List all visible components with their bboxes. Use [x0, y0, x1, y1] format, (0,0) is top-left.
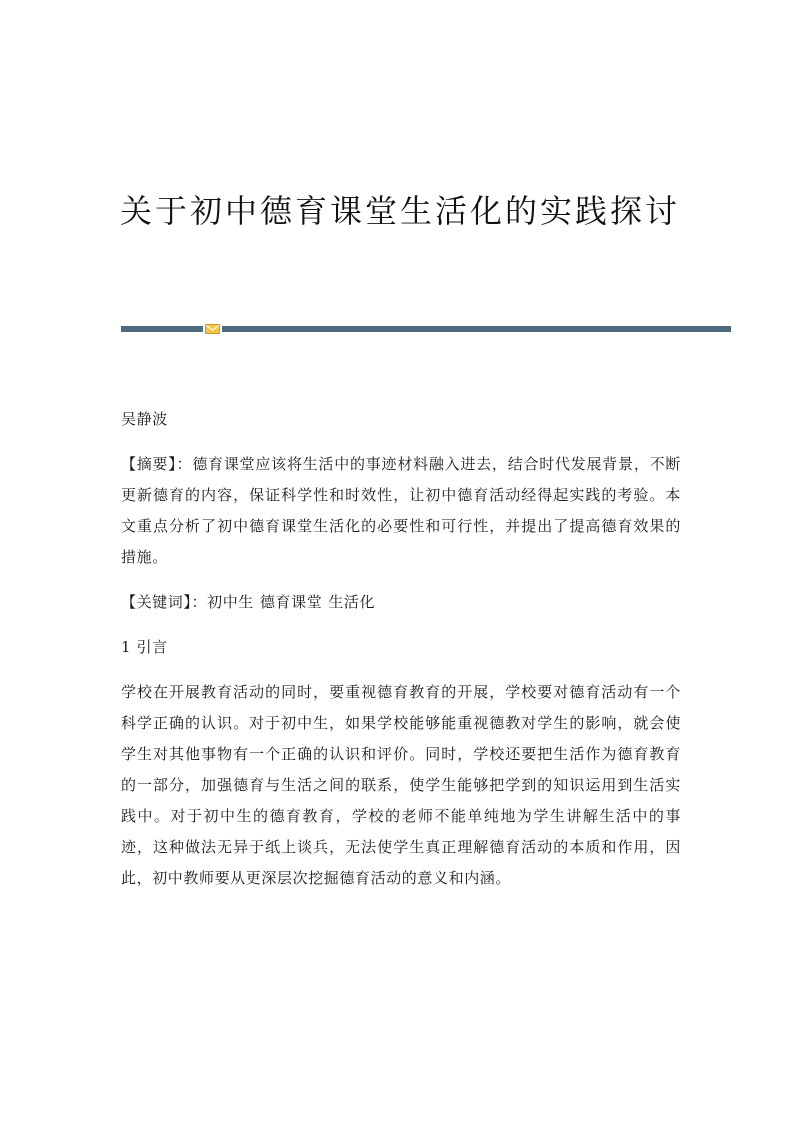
divider-bar-right	[222, 326, 731, 332]
abstract-paragraph	[121, 449, 681, 573]
document-title: 关于初中德育课堂生活化的实践探讨	[119, 192, 680, 230]
keywords-label: 【关键词】：	[121, 593, 208, 611]
section-paragraph: 学校在开展教育活动的同时，要重视德育教育的开展，学校要对德育活动有一个科学正确的认识。对于初中生，如果学校能够能重视德教对学生的影响，就会使学生对其他事物有一个正确的认识和评价。同时，学校还要把生活作为德育教育的一部分，加强德育与生活之间的联系，使学生能够把学到的知识运用到生活实践中。对于初中生的德育教育，学校的老师不能单纯地为学生讲解生活中的事迹，这种做法无异于纸上谈兵，无法使学生真正理解德育活动的本质和作用，因此，初中教师要从更深层次挖掘德育活动的意义和内涵。	[121, 683, 681, 887]
envelope-icon	[205, 324, 220, 334]
keyword-item: 德育课堂	[259, 593, 323, 611]
title-divider	[121, 325, 731, 333]
document-body	[121, 404, 681, 894]
section-heading: 1 引言	[121, 638, 168, 656]
keywords-paragraph	[121, 587, 681, 618]
keyword-item: 生活化	[328, 593, 376, 611]
abstract-text: 德育课堂应该将生活中的事迹材料融入进去，结合时代发展背景，不断更新德育的内容，保证科学性和时效性，让初中德育活动经得起实践的考验。本文重点分析了初中德育课堂生活化的必要性和可行性，并提出了提高德育效果的措施。	[121, 455, 681, 566]
keyword-item: 初中生	[207, 593, 254, 611]
author-name: 吴静波	[121, 410, 168, 428]
divider-bar-left	[121, 326, 203, 332]
abstract-label: 【摘要】：	[121, 455, 193, 473]
